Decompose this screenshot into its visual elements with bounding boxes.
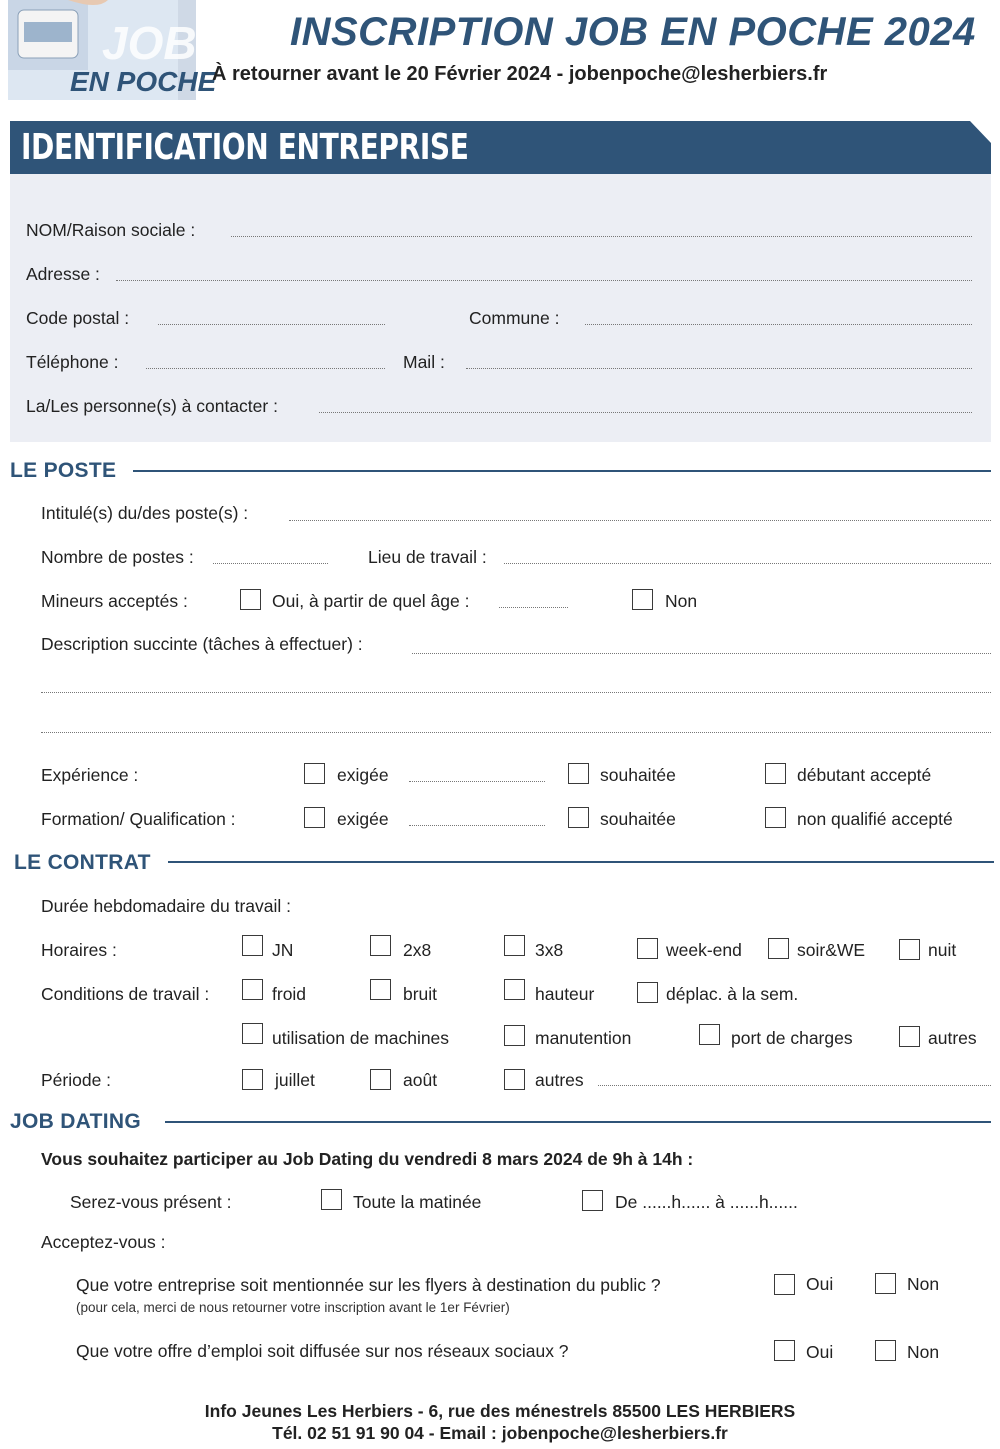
horaires-soir-we-label: soir&WE	[797, 940, 866, 960]
horaire-custom-checkbox[interactable]	[582, 1190, 603, 1211]
formation-exigee-checkbox[interactable]	[304, 807, 325, 828]
flyers-question: Que votre entreprise soit mentionnée sur les flyers à destination du public ?	[76, 1275, 661, 1295]
nom-field[interactable]	[231, 236, 972, 237]
formation-exigee-label: exigée	[337, 809, 389, 829]
conditions-label: Conditions de travail :	[41, 984, 210, 1004]
experience-label: Expérience :	[41, 765, 139, 785]
footer-contact: Tél. 02 51 91 90 04 - Email : jobenpoche@lesherbiers.fr	[272, 1423, 728, 1443]
horaires-jn-label: JN	[272, 940, 294, 960]
conditions-hauteur-checkbox[interactable]	[504, 979, 525, 1000]
present-label: Serez-vous présent :	[70, 1192, 232, 1212]
experience-debutant-label: débutant accepté	[797, 765, 932, 785]
horaires-2x8-checkbox[interactable]	[370, 935, 391, 956]
horaires-week-end-label: week-end	[666, 940, 742, 960]
conditions-hauteur-label: hauteur	[535, 984, 595, 1004]
job-dating-section-title: JOB DATING	[10, 1110, 141, 1133]
reseaux-oui-checkbox[interactable]	[774, 1340, 795, 1361]
duree-label: Durée hebdomadaire du travail :	[41, 896, 292, 916]
page-title: INSCRIPTION JOB EN POCHE 2024	[290, 10, 976, 54]
mineurs-label: Mineurs acceptés :	[41, 591, 188, 611]
conditions-deplacement-label: déplac. à la sem.	[666, 984, 799, 1004]
horaires-3x8-label: 3x8	[535, 940, 564, 960]
experience-souhaitee-checkbox[interactable]	[568, 763, 589, 784]
nom-label: NOM/Raison sociale :	[26, 220, 196, 240]
conditions-froid-checkbox[interactable]	[242, 979, 263, 1000]
conditions-bruit-checkbox[interactable]	[370, 979, 391, 1000]
conditions-machines-checkbox[interactable]	[242, 1023, 263, 1044]
periode-autres-checkbox[interactable]	[504, 1069, 525, 1090]
experience-exigee-checkbox[interactable]	[304, 763, 325, 784]
logo-line2: EN POCHE	[70, 66, 217, 97]
horaires-soir-we-checkbox[interactable]	[768, 938, 789, 959]
lieu-travail-label: Lieu de travail :	[368, 547, 487, 567]
horaires-nuit-label: nuit	[928, 940, 957, 960]
conditions-froid-label: froid	[272, 984, 307, 1004]
job-dating-intro: Vous souhaitez participer au Job Dating du vendredi 8 mars 2024 de 9h à 14h :	[41, 1149, 694, 1169]
mineurs-age-field[interactable]	[499, 607, 568, 608]
job-dating-section-rule	[165, 1121, 991, 1123]
acceptez-label: Acceptez-vous :	[41, 1232, 166, 1252]
telephone-label: Téléphone :	[26, 352, 119, 372]
logo-line1: JOB	[102, 17, 197, 69]
job-en-poche-logo	[8, 0, 217, 100]
reseaux-non-checkbox[interactable]	[875, 1340, 896, 1361]
horaires-nuit-checkbox[interactable]	[899, 939, 920, 960]
return-deadline: À retourner avant le 20 Février 2024 - jobenpoche@lesherbiers.fr	[212, 63, 828, 85]
periode-aout-label: août	[403, 1070, 438, 1090]
code-postal-field[interactable]	[158, 324, 385, 325]
description-label: Description succinte (tâches à effectuer) :	[41, 634, 363, 654]
adresse-label: Adresse :	[26, 264, 100, 284]
description-field-line2[interactable]	[41, 692, 991, 693]
conditions-deplacement-checkbox[interactable]	[637, 982, 658, 1003]
footer-address: Info Jeunes Les Herbiers - 6, rue des ménestrels 85500 LES HERBIERS	[204, 1401, 796, 1421]
code-postal-label: Code postal :	[26, 308, 130, 328]
conditions-machines-label: utilisation de machines	[272, 1028, 450, 1048]
experience-exigee-label: exigée	[337, 765, 389, 785]
reseaux-non-label: Non	[907, 1342, 940, 1362]
formation-exigee-field[interactable]	[409, 825, 545, 826]
flyers-non-label: Non	[907, 1274, 940, 1294]
flyers-oui-label: Oui	[806, 1274, 834, 1294]
contrat-section-title: LE CONTRAT	[14, 851, 151, 874]
periode-label: Période :	[41, 1070, 112, 1090]
mineurs-non-checkbox[interactable]	[632, 589, 653, 610]
telephone-field[interactable]	[146, 368, 385, 369]
conditions-port-charges-checkbox[interactable]	[699, 1024, 720, 1045]
experience-souhaitee-label: souhaitée	[600, 765, 676, 785]
mineurs-oui-checkbox[interactable]	[240, 589, 261, 610]
poste-section-rule	[133, 470, 991, 472]
conditions-port-charges-label: port de charges	[731, 1028, 853, 1048]
flyers-oui-checkbox[interactable]	[774, 1274, 795, 1295]
periode-juillet-checkbox[interactable]	[242, 1069, 263, 1090]
commune-label: Commune :	[469, 308, 560, 328]
description-field-line3[interactable]	[41, 732, 991, 733]
conditions-autres-checkbox[interactable]	[899, 1026, 920, 1047]
horaires-2x8-label: 2x8	[403, 940, 432, 960]
adresse-field[interactable]	[116, 280, 972, 281]
intitule-label: Intitulé(s) du/des poste(s) :	[41, 503, 249, 523]
experience-debutant-checkbox[interactable]	[765, 763, 786, 784]
matinee-checkbox[interactable]	[321, 1189, 342, 1210]
conditions-manutention-label: manutention	[535, 1028, 632, 1048]
horaires-week-end-checkbox[interactable]	[637, 938, 658, 959]
periode-aout-checkbox[interactable]	[370, 1069, 391, 1090]
mail-label: Mail :	[403, 352, 445, 372]
horaires-3x8-checkbox[interactable]	[504, 935, 525, 956]
mineurs-non-label: Non	[665, 591, 698, 611]
reseaux-question: Que votre offre d’emploi soit diffusée sur nos réseaux sociaux ?	[76, 1341, 569, 1361]
conditions-manutention-checkbox[interactable]	[504, 1025, 525, 1046]
horaires-jn-checkbox[interactable]	[242, 935, 263, 956]
identification-title: IDENTIFICATION ENTREPRISE	[21, 127, 469, 168]
horaires-label: Horaires :	[41, 940, 117, 960]
lieu-travail-field[interactable]	[504, 563, 991, 564]
formation-non-qualifie-checkbox[interactable]	[765, 807, 786, 828]
formation-souhaitee-label: souhaitée	[600, 809, 676, 829]
experience-exigee-field[interactable]	[409, 781, 545, 782]
periode-autres-label: autres	[535, 1070, 584, 1090]
reseaux-oui-label: Oui	[806, 1342, 834, 1362]
periode-autres-field[interactable]	[598, 1085, 991, 1086]
formation-label: Formation/ Qualification :	[41, 809, 236, 829]
nombre-postes-field[interactable]	[213, 563, 328, 564]
flyers-note: (pour cela, merci de nous retourner votre inscription avant le 1er Février)	[76, 1300, 510, 1315]
nombre-postes-label: Nombre de postes :	[41, 547, 194, 567]
contact-label: La/Les personne(s) à contacter :	[26, 396, 278, 416]
poste-section-title: LE POSTE	[10, 459, 117, 482]
commune-field[interactable]	[585, 324, 972, 325]
intitule-field[interactable]	[289, 520, 991, 521]
mail-field[interactable]	[466, 368, 972, 369]
description-field-line1[interactable]	[412, 653, 991, 654]
horaire-custom-label: De ......h...... à ......h......	[615, 1192, 798, 1212]
contrat-section-rule	[168, 861, 994, 863]
conditions-bruit-label: bruit	[403, 984, 438, 1004]
formation-souhaitee-checkbox[interactable]	[568, 807, 589, 828]
periode-juillet-label: juillet	[275, 1070, 315, 1090]
conditions-autres-label: autres	[928, 1028, 977, 1048]
mineurs-oui-label: Oui, à partir de quel âge :	[272, 591, 470, 611]
formation-non-qualifie-label: non qualifié accepté	[797, 809, 953, 829]
matinee-label: Toute la matinée	[353, 1192, 482, 1212]
contact-field[interactable]	[319, 412, 972, 413]
flyers-non-checkbox[interactable]	[875, 1273, 896, 1294]
